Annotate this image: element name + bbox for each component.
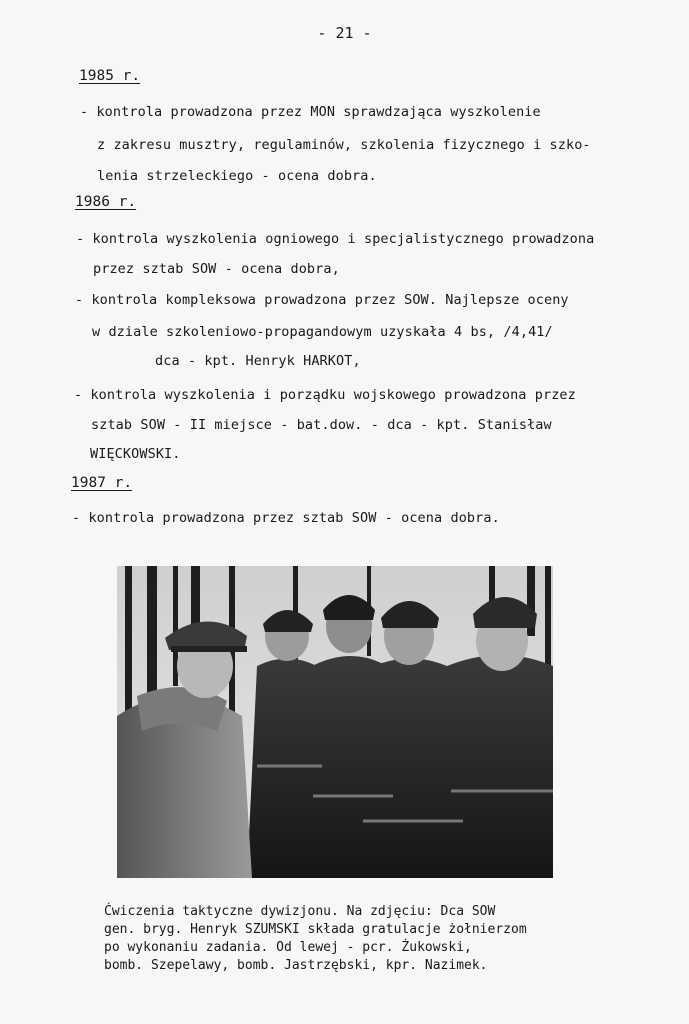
text-line: - kontrola wyszkolenia ogniowego i specjalistycznego prowadzona — [76, 231, 595, 247]
text-line: - kontrola wyszkolenia i porządku wojskowego prowadzona przez — [74, 387, 576, 403]
text-line: - kontrola prowadzona przez MON sprawdzająca wyszkolenie — [80, 104, 541, 120]
text-line: sztab SOW - II miejsce - bat.dow. - dca - kpt. Stanisław — [91, 417, 552, 433]
text-line: w dziale szkoleniowo-propagandowym uzyskała 4 bs, /4,41/ — [92, 324, 553, 340]
year-heading-1987: 1987 r. — [71, 475, 133, 491]
photograph-soldiers — [117, 566, 553, 878]
text-line: WIĘCKOWSKI. — [90, 446, 181, 462]
text-line: - kontrola prowadzona przez sztab SOW - ocena dobra. — [72, 510, 500, 526]
text-line: przez sztab SOW - ocena dobra, — [93, 261, 340, 277]
year-heading-1986: 1986 r. — [75, 194, 137, 210]
caption-line: bomb. Szepelawy, bomb. Jastrzębski, kpr. Nazimek. — [104, 958, 488, 973]
page-number: - 21 - — [317, 24, 372, 42]
text-line: lenia strzeleckiego - ocena dobra. — [97, 168, 377, 184]
year-heading-1985: 1985 r. — [79, 68, 141, 84]
photo-illustration — [117, 566, 553, 878]
text-line: - kontrola kompleksowa prowadzona przez SOW. Najlepsze oceny — [75, 292, 569, 308]
text-line: z zakresu musztry, regulaminów, szkolenia fizycznego i szko- — [97, 137, 591, 153]
text-line: dca - kpt. Henryk HARKOT, — [155, 353, 361, 369]
caption-line: Ćwiczenia taktyczne dywizjonu. Na zdjęciu: Dca SOW — [104, 904, 496, 919]
caption-line: gen. bryg. Henryk SZUMSKI składa gratulacje żołnierzom — [104, 922, 527, 937]
caption-line: po wykonaniu zadania. Od lewej - pcr. Żukowski, — [104, 940, 472, 955]
